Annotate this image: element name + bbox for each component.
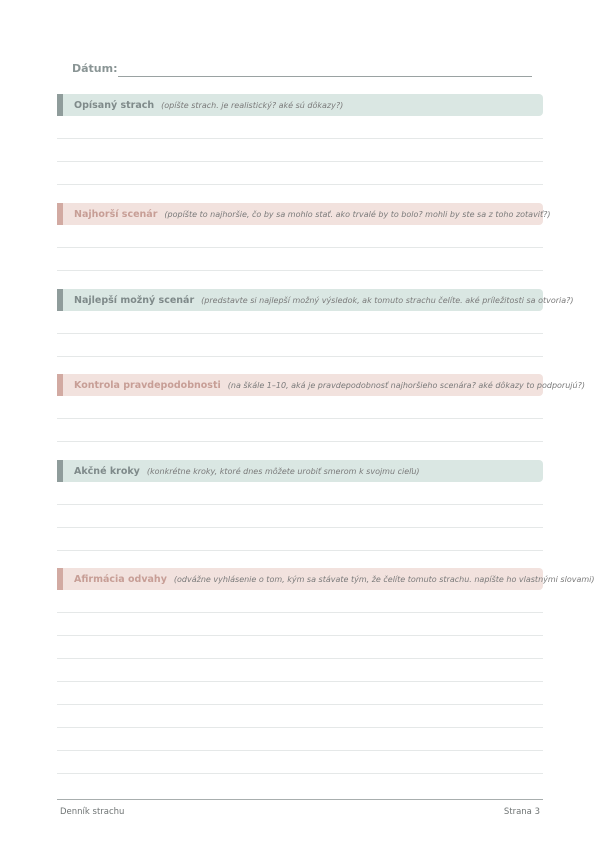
- writing-line[interactable]: [57, 505, 543, 528]
- section-header: [57, 374, 585, 396]
- writing-line[interactable]: [57, 751, 543, 774]
- section-hint: (opíšte strach. je realistický? aké sú dôkazy?): [161, 100, 344, 110]
- section-title: Opísaný strach: [74, 99, 155, 111]
- writing-line[interactable]: [57, 659, 543, 682]
- section-probability-check: [57, 374, 585, 442]
- section-hint: (na škále 1–10, aká je pravdepodobnosť najhoršieho scenára? aké dôkazy to podporujú?): [227, 380, 585, 390]
- page-number: Strana 3: [503, 807, 540, 817]
- footer-title: Denník strachu: [60, 807, 125, 817]
- writing-line[interactable]: [57, 162, 543, 185]
- section-title: Kontrola pravdepodobnosti: [74, 379, 221, 391]
- writing-line[interactable]: [57, 705, 543, 728]
- section-described-fear: [57, 94, 543, 185]
- writing-line[interactable]: [57, 590, 543, 613]
- writing-line[interactable]: [57, 528, 543, 551]
- writing-line[interactable]: [57, 396, 543, 419]
- writing-line[interactable]: [57, 116, 543, 139]
- section-header: [57, 568, 595, 590]
- section-header: [57, 94, 543, 116]
- section-header: [57, 203, 551, 225]
- section-courage-affirmation: [57, 568, 595, 774]
- writing-line[interactable]: [57, 334, 543, 357]
- date-input-line[interactable]: [118, 76, 532, 77]
- writing-line[interactable]: [57, 682, 543, 705]
- section-title: Afirmácia odvahy: [74, 573, 167, 585]
- writing-line[interactable]: [57, 613, 543, 636]
- writing-line[interactable]: [57, 139, 543, 162]
- section-hint: (konkrétne kroky, ktoré dnes môžete urobiť smerom k svojmu cieľu): [146, 466, 420, 476]
- writing-line[interactable]: [57, 248, 543, 271]
- section-title: Akčné kroky: [74, 465, 140, 477]
- section-header: [57, 460, 543, 482]
- writing-line[interactable]: [57, 728, 543, 751]
- writing-line[interactable]: [57, 482, 543, 505]
- section-action-steps: [57, 460, 543, 551]
- date-label: Dátum:: [72, 62, 118, 75]
- writing-line[interactable]: [57, 225, 543, 248]
- section-title: Najlepší možný scenár: [74, 294, 195, 306]
- writing-line[interactable]: [57, 419, 543, 442]
- section-hint: (odvážne vyhlásenie o tom, kým sa stávate tým, že čelíte tomuto strachu. napíšte ho vlastnými slovami): [173, 574, 595, 584]
- section-hint: (popíšte to najhoršie, čo by sa mohlo stať. ako trvalé by to bolo? mohli by ste sa z toho zotaviť?): [164, 209, 551, 219]
- date-row: [72, 62, 532, 80]
- section-header: [57, 289, 574, 311]
- writing-line[interactable]: [57, 311, 543, 334]
- section-best-scenario: [57, 289, 574, 357]
- footer-divider: [57, 799, 543, 800]
- section-hint: (predstavte si najlepší možný výsledok, ak tomuto strachu čelíte. aké príležitosti sa otvoria?): [201, 295, 574, 305]
- section-worst-scenario: [57, 203, 551, 271]
- writing-line[interactable]: [57, 636, 543, 659]
- section-title: Najhorší scenár: [74, 208, 158, 220]
